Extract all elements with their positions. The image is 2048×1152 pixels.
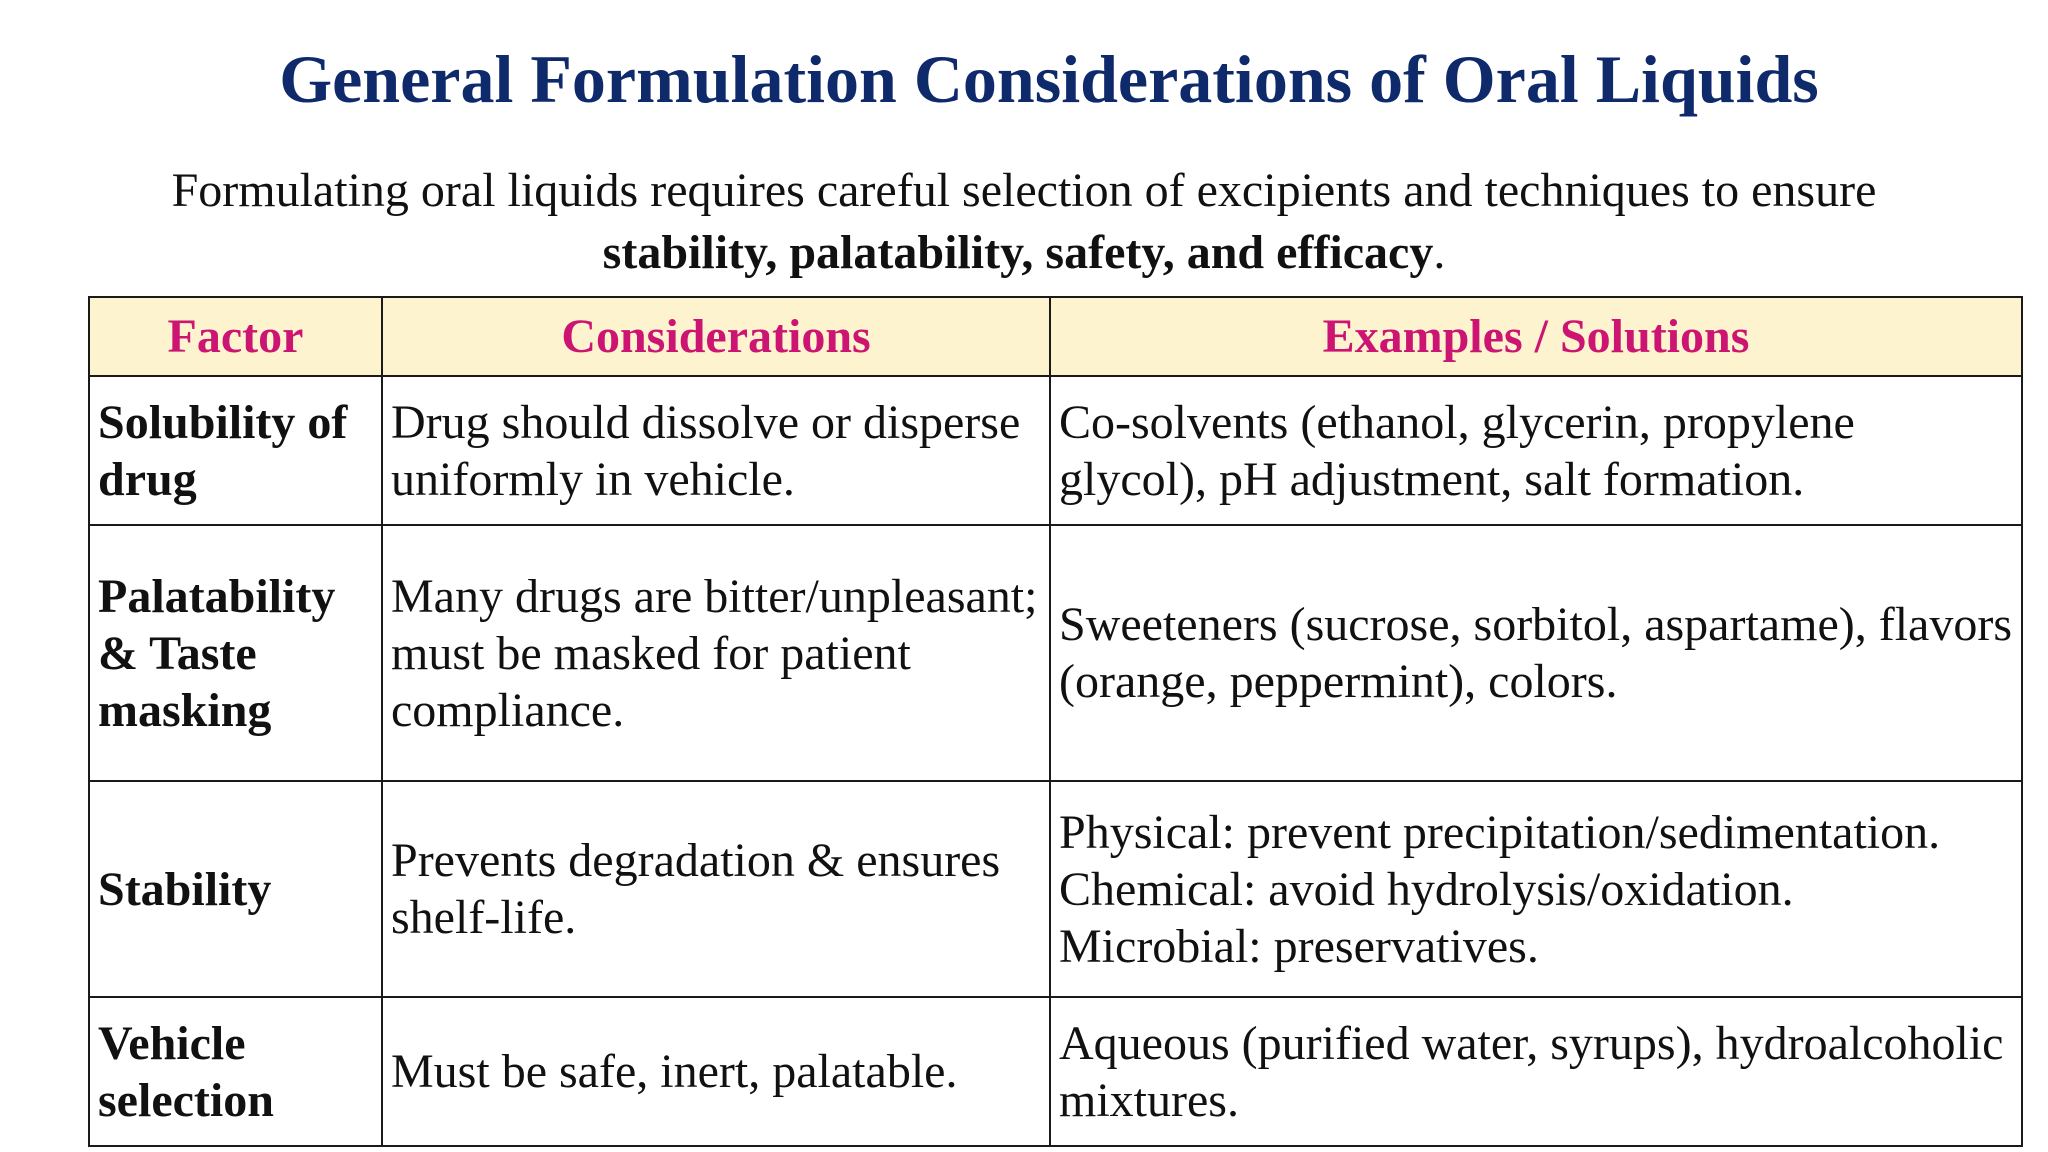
- examples-cell: [1050, 997, 2022, 1146]
- considerations-cell: Must be safe, inert, palatable.: [382, 997, 1050, 1146]
- example-line: Chemical: avoid hydrolysis/oxidation.: [1059, 862, 1794, 916]
- header-examples: Examples / Solutions: [1050, 297, 2022, 376]
- example-line: Co-solvents (ethanol, glycerin, propylene glycol), pH adjustment, salt formation.: [1059, 395, 1855, 506]
- examples-cell: [1050, 781, 2022, 997]
- examples-cell: [1050, 525, 2022, 781]
- table-row: [89, 781, 2022, 997]
- factor-cell: Stability: [89, 781, 382, 997]
- factor-cell: Vehicle selection: [89, 997, 382, 1146]
- example-line: Sweeteners (sucrose, sorbitol, aspartame), flavors (orange, peppermint), colors.: [1059, 598, 2013, 708]
- intro-text: [0, 160, 2048, 284]
- table-header-row: [89, 297, 2022, 376]
- header-factor: Factor: [89, 297, 382, 376]
- table-row: [89, 997, 2022, 1146]
- formulation-table: [88, 296, 2023, 1147]
- intro-period: .: [1433, 226, 1446, 279]
- considerations-cell: Prevents degradation & ensures shelf-life.: [382, 781, 1050, 997]
- factor-cell: Palatability & Taste masking: [89, 525, 382, 781]
- table-row: [89, 376, 2022, 525]
- intro-line-2: [0, 222, 2048, 284]
- example-line: Physical: prevent precipitation/sedimentation.: [1059, 805, 1941, 859]
- considerations-cell: Drug should dissolve or disperse uniformly in vehicle.: [382, 376, 1050, 525]
- table-row: [89, 525, 2022, 781]
- header-considerations: Considerations: [382, 297, 1050, 376]
- intro-line-1: Formulating oral liquids requires careful selection of excipients and techniques to ensure: [171, 164, 1877, 217]
- example-line: Aqueous (purified water, syrups), hydroalcoholic mixtures.: [1059, 1016, 2004, 1127]
- page-title: General Formulation Considerations of Oral Liquids: [279, 41, 1819, 117]
- considerations-cell: Many drugs are bitter/unpleasant; must be masked for patient compliance.: [382, 525, 1050, 781]
- factor-cell: Solubility of drug: [89, 376, 382, 525]
- example-line: Microbial: preservatives.: [1059, 919, 1539, 973]
- examples-cell: [1050, 376, 2022, 525]
- intro-emphasis: stability, palatability, safety, and efficacy: [602, 226, 1434, 279]
